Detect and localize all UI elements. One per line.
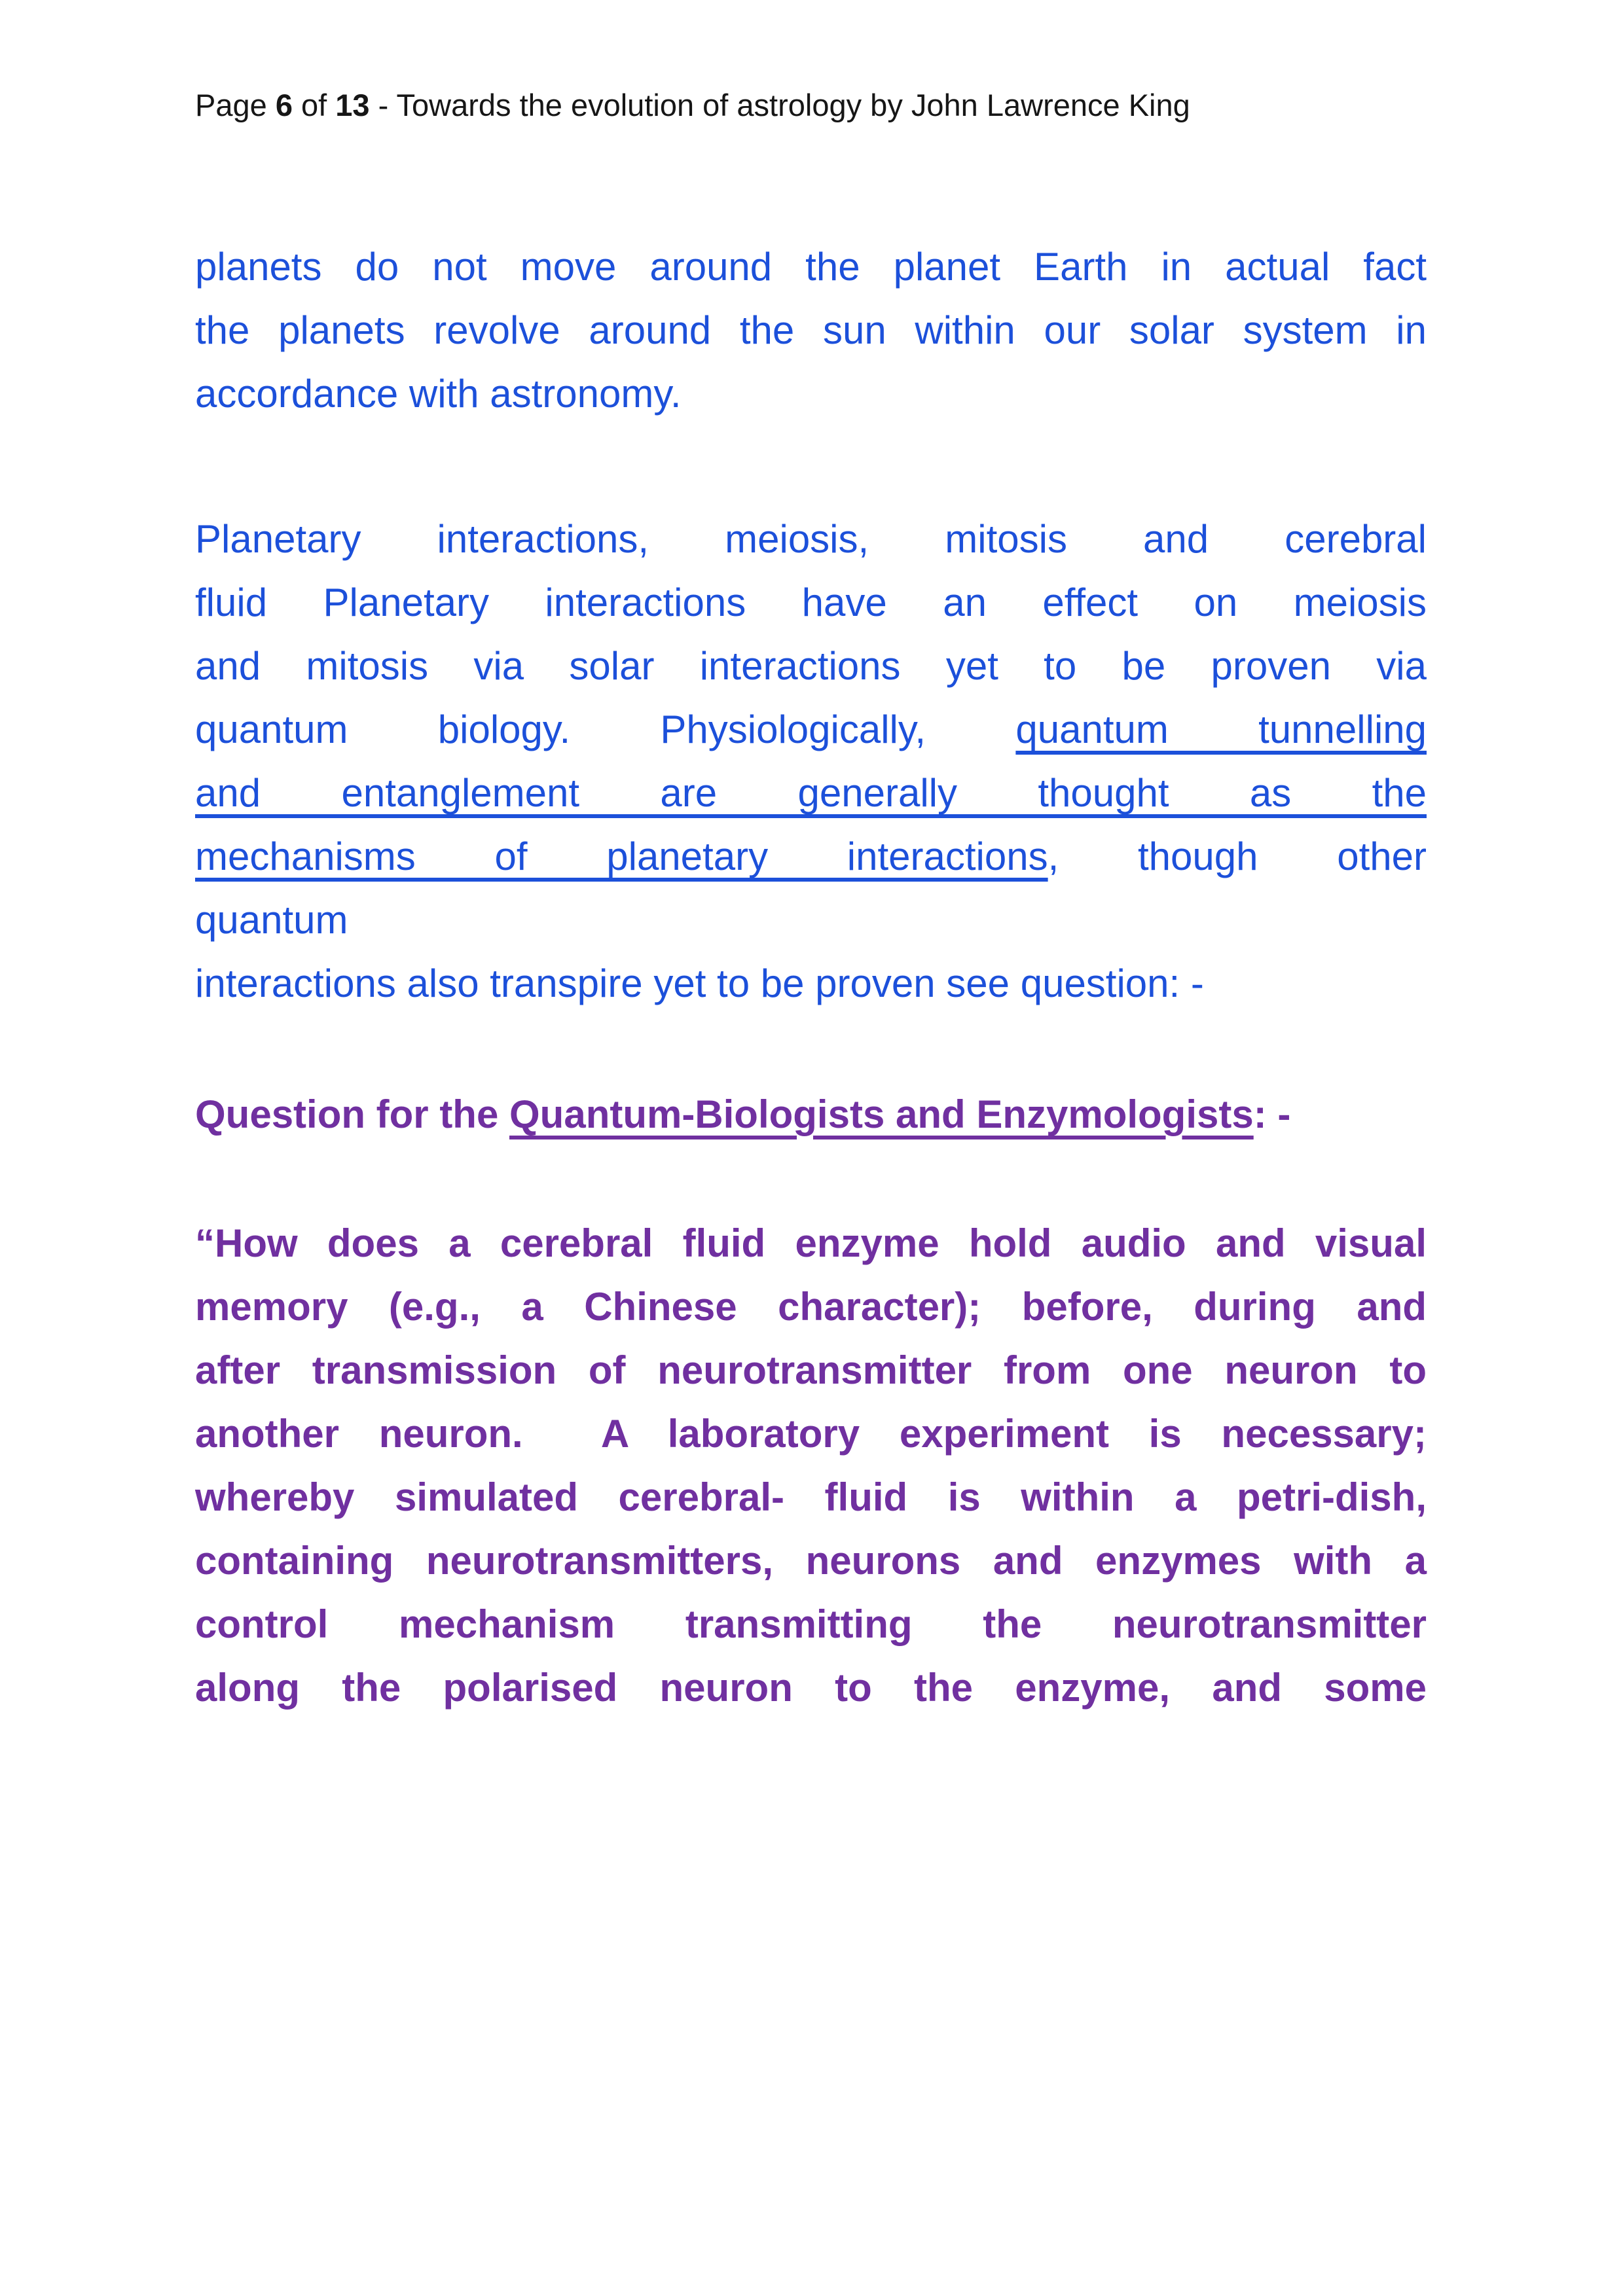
text-segment: the planets revolve around the sun within our solar system in: [195, 308, 1427, 352]
text-line: [195, 1592, 1427, 1656]
text-segment: containing neurotransmitters, neurons and enzymes with a: [195, 1539, 1427, 1583]
text-line: [195, 235, 1427, 298]
text-segment: whereby simulated cerebral- fluid is within a petri-dish,: [195, 1475, 1427, 1519]
page-header: [195, 88, 1427, 122]
text-segment: quantum biology. Physiologically,: [195, 708, 1016, 751]
text-segment: planets do not move around the planet Earth in actual fact: [195, 245, 1427, 289]
text-segment: fluid Planetary interactions have an effect on meiosis: [195, 581, 1427, 624]
text-segment: and entanglement are generally thought as the: [195, 771, 1427, 815]
text-segment: : -: [1253, 1092, 1291, 1136]
text-line: [195, 1083, 1427, 1146]
text-line: [195, 1529, 1427, 1592]
paragraph-quote: [195, 1211, 1427, 1719]
text-line: [195, 952, 1427, 1015]
paragraph-intro: [195, 235, 1427, 425]
text-segment: 6: [275, 88, 293, 122]
text-segment: and mitosis via solar interactions yet to be proven via: [195, 644, 1427, 688]
text-line: [195, 825, 1427, 888]
text-segment: Quantum-Biologists and Enzymologists: [509, 1092, 1254, 1136]
text-line: [195, 888, 1427, 952]
text-line: [195, 1338, 1427, 1402]
text-line: [195, 698, 1427, 761]
text-segment: Page: [195, 88, 276, 122]
text-segment: control mechanism transmitting the neurotransmitter: [195, 1602, 1427, 1646]
text-segment: quantum: [195, 898, 348, 942]
text-line: [195, 1465, 1427, 1529]
text-segment: Planetary interactions, meiosis, mitosis and cerebral: [195, 517, 1427, 561]
text-segment: 13: [335, 88, 370, 122]
text-segment: along the polarised neuron to the enzyme, and some: [195, 1666, 1427, 1710]
text-line: [195, 571, 1427, 634]
text-segment: memory (e.g., a Chinese character); before, during and: [195, 1285, 1427, 1329]
text-line: [195, 1656, 1427, 1719]
text-line: [195, 1402, 1427, 1465]
text-segment: Question for the: [195, 1092, 509, 1136]
text-segment: mechanisms of planetary interactions: [195, 834, 1048, 878]
text-line: [195, 298, 1427, 362]
text-segment: another neuron. A laboratory experiment is necessary;: [195, 1412, 1427, 1456]
text-line: [195, 88, 1427, 122]
text-segment: of: [292, 88, 336, 122]
text-segment: “How does a cerebral fluid enzyme hold audio and visual: [195, 1221, 1427, 1265]
text-segment: after transmission of neurotransmitter from one neuron to: [195, 1348, 1427, 1392]
text-segment: , though other: [1048, 834, 1427, 878]
text-segment: quantum tunnelling: [1015, 708, 1427, 751]
paragraph-planetary-interactions: [195, 507, 1427, 1015]
text-line: [195, 1211, 1427, 1275]
heading-question: [195, 1083, 1427, 1146]
text-line: [195, 761, 1427, 825]
text-line: [195, 507, 1427, 571]
text-line: [195, 1275, 1427, 1338]
text-segment: interactions also transpire yet to be proven see question: -: [195, 961, 1204, 1005]
text-line: [195, 634, 1427, 698]
text-segment: accordance with astronomy.: [195, 372, 682, 416]
text-line: [195, 362, 1427, 425]
text-segment: - Towards the evolution of astrology by John Lawrence King: [369, 88, 1190, 122]
